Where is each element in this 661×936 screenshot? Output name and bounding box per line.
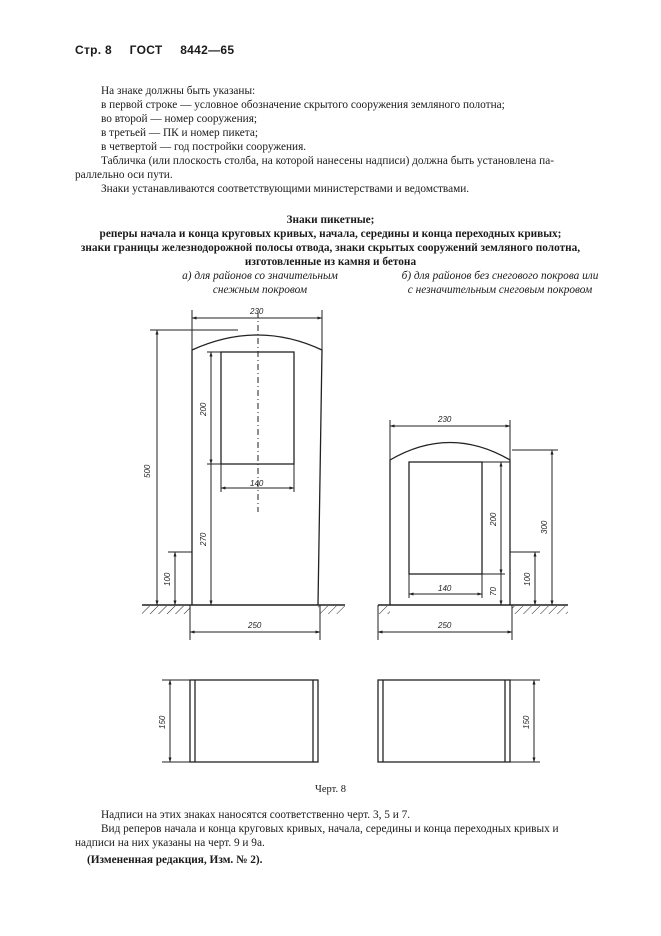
- dim-a-buried: 100: [163, 572, 172, 586]
- dim-b-plate-h: 200: [489, 512, 498, 526]
- footer-line-2: Вид реперов начала и конца круговых кривых, начала, середины и конца переходных кривых и: [101, 823, 559, 835]
- dim-a-width: 230: [250, 307, 264, 316]
- standard-number: 8442—65: [180, 43, 235, 57]
- dim-a-plan: 150: [158, 715, 167, 729]
- caption-a-line-1: а) для районов со значительным: [182, 270, 338, 282]
- ground-hatch-a-right: [318, 606, 345, 614]
- dim-a-base: 250: [248, 621, 262, 630]
- intro-line-7: раллельно оси пути.: [75, 169, 173, 181]
- sign-a-elevation: [142, 310, 345, 640]
- sign-b-plan: [378, 680, 540, 762]
- caption-b-line-2: с незначительным снеговым покровом: [407, 284, 593, 296]
- footer-line-1: Надписи на этих знаках наносятся соответственно черт. 3, 5 и 7.: [101, 809, 411, 821]
- intro-line-8: Знаки устанавливаются соответствующими министерствами и ведомствами.: [101, 183, 470, 195]
- footer-line-4: (Измененная редакция, Изм. № 2).: [87, 854, 263, 866]
- dim-b-buried: 100: [523, 572, 532, 586]
- intro-line-4: в третьей — ПК и номер пикета;: [101, 127, 259, 139]
- section-line-2: реперы начала и конца круговых кривых, начала, середины и конца переходных кривых;: [99, 228, 562, 240]
- dim-a-lower: 270: [199, 532, 208, 546]
- ground-hatch-a-left: [142, 606, 190, 614]
- intro-line-2: в первой строке — условное обозначение скрытого сооружения земляного полотна;: [101, 99, 505, 111]
- dim-b-plate-w: 140: [438, 584, 452, 593]
- intro-line-3: во второй — номер сооружения;: [101, 113, 258, 125]
- sign-a-plan: [162, 680, 318, 762]
- caption-b-line-1: б) для районов без снегового покрова или: [401, 270, 599, 282]
- section-line-3: знаки границы железнодорожной полосы отвода, знаки скрытых сооружений земляного полотна,: [80, 242, 581, 254]
- section-line-4: изготовленные из камня и бетона: [244, 256, 417, 268]
- dim-b-height: 300: [540, 520, 549, 534]
- page-number: Стр. 8: [75, 43, 113, 57]
- intro-line-6: Табличка (или плоскость столба, на которой нанесены надписи) должна быть установлена па-: [101, 155, 554, 167]
- dim-b-base: 250: [438, 621, 452, 630]
- dim-a-height: 500: [143, 464, 152, 478]
- dim-a-plate-h: 200: [199, 402, 208, 416]
- dim-b-width: 230: [438, 415, 452, 424]
- dim-b-plan: 150: [522, 715, 531, 729]
- figure-caption: Черт. 8: [315, 784, 346, 795]
- caption-a-line-2: снежным покровом: [212, 284, 308, 296]
- section-title: Знаки пикетные;: [286, 214, 375, 226]
- intro-line-5: в четвертой — год постройки сооружения.: [101, 141, 307, 153]
- footer-line-3: надписи на них указаны на черт. 9 и 9а.: [75, 837, 265, 849]
- sign-b-plate: [409, 462, 482, 574]
- dim-a-plate-w: 140: [250, 479, 264, 488]
- dim-b-bottom: 70: [489, 587, 498, 596]
- intro-line-1: На знаке должны быть указаны:: [101, 85, 256, 97]
- standard-label: ГОСТ: [129, 43, 163, 57]
